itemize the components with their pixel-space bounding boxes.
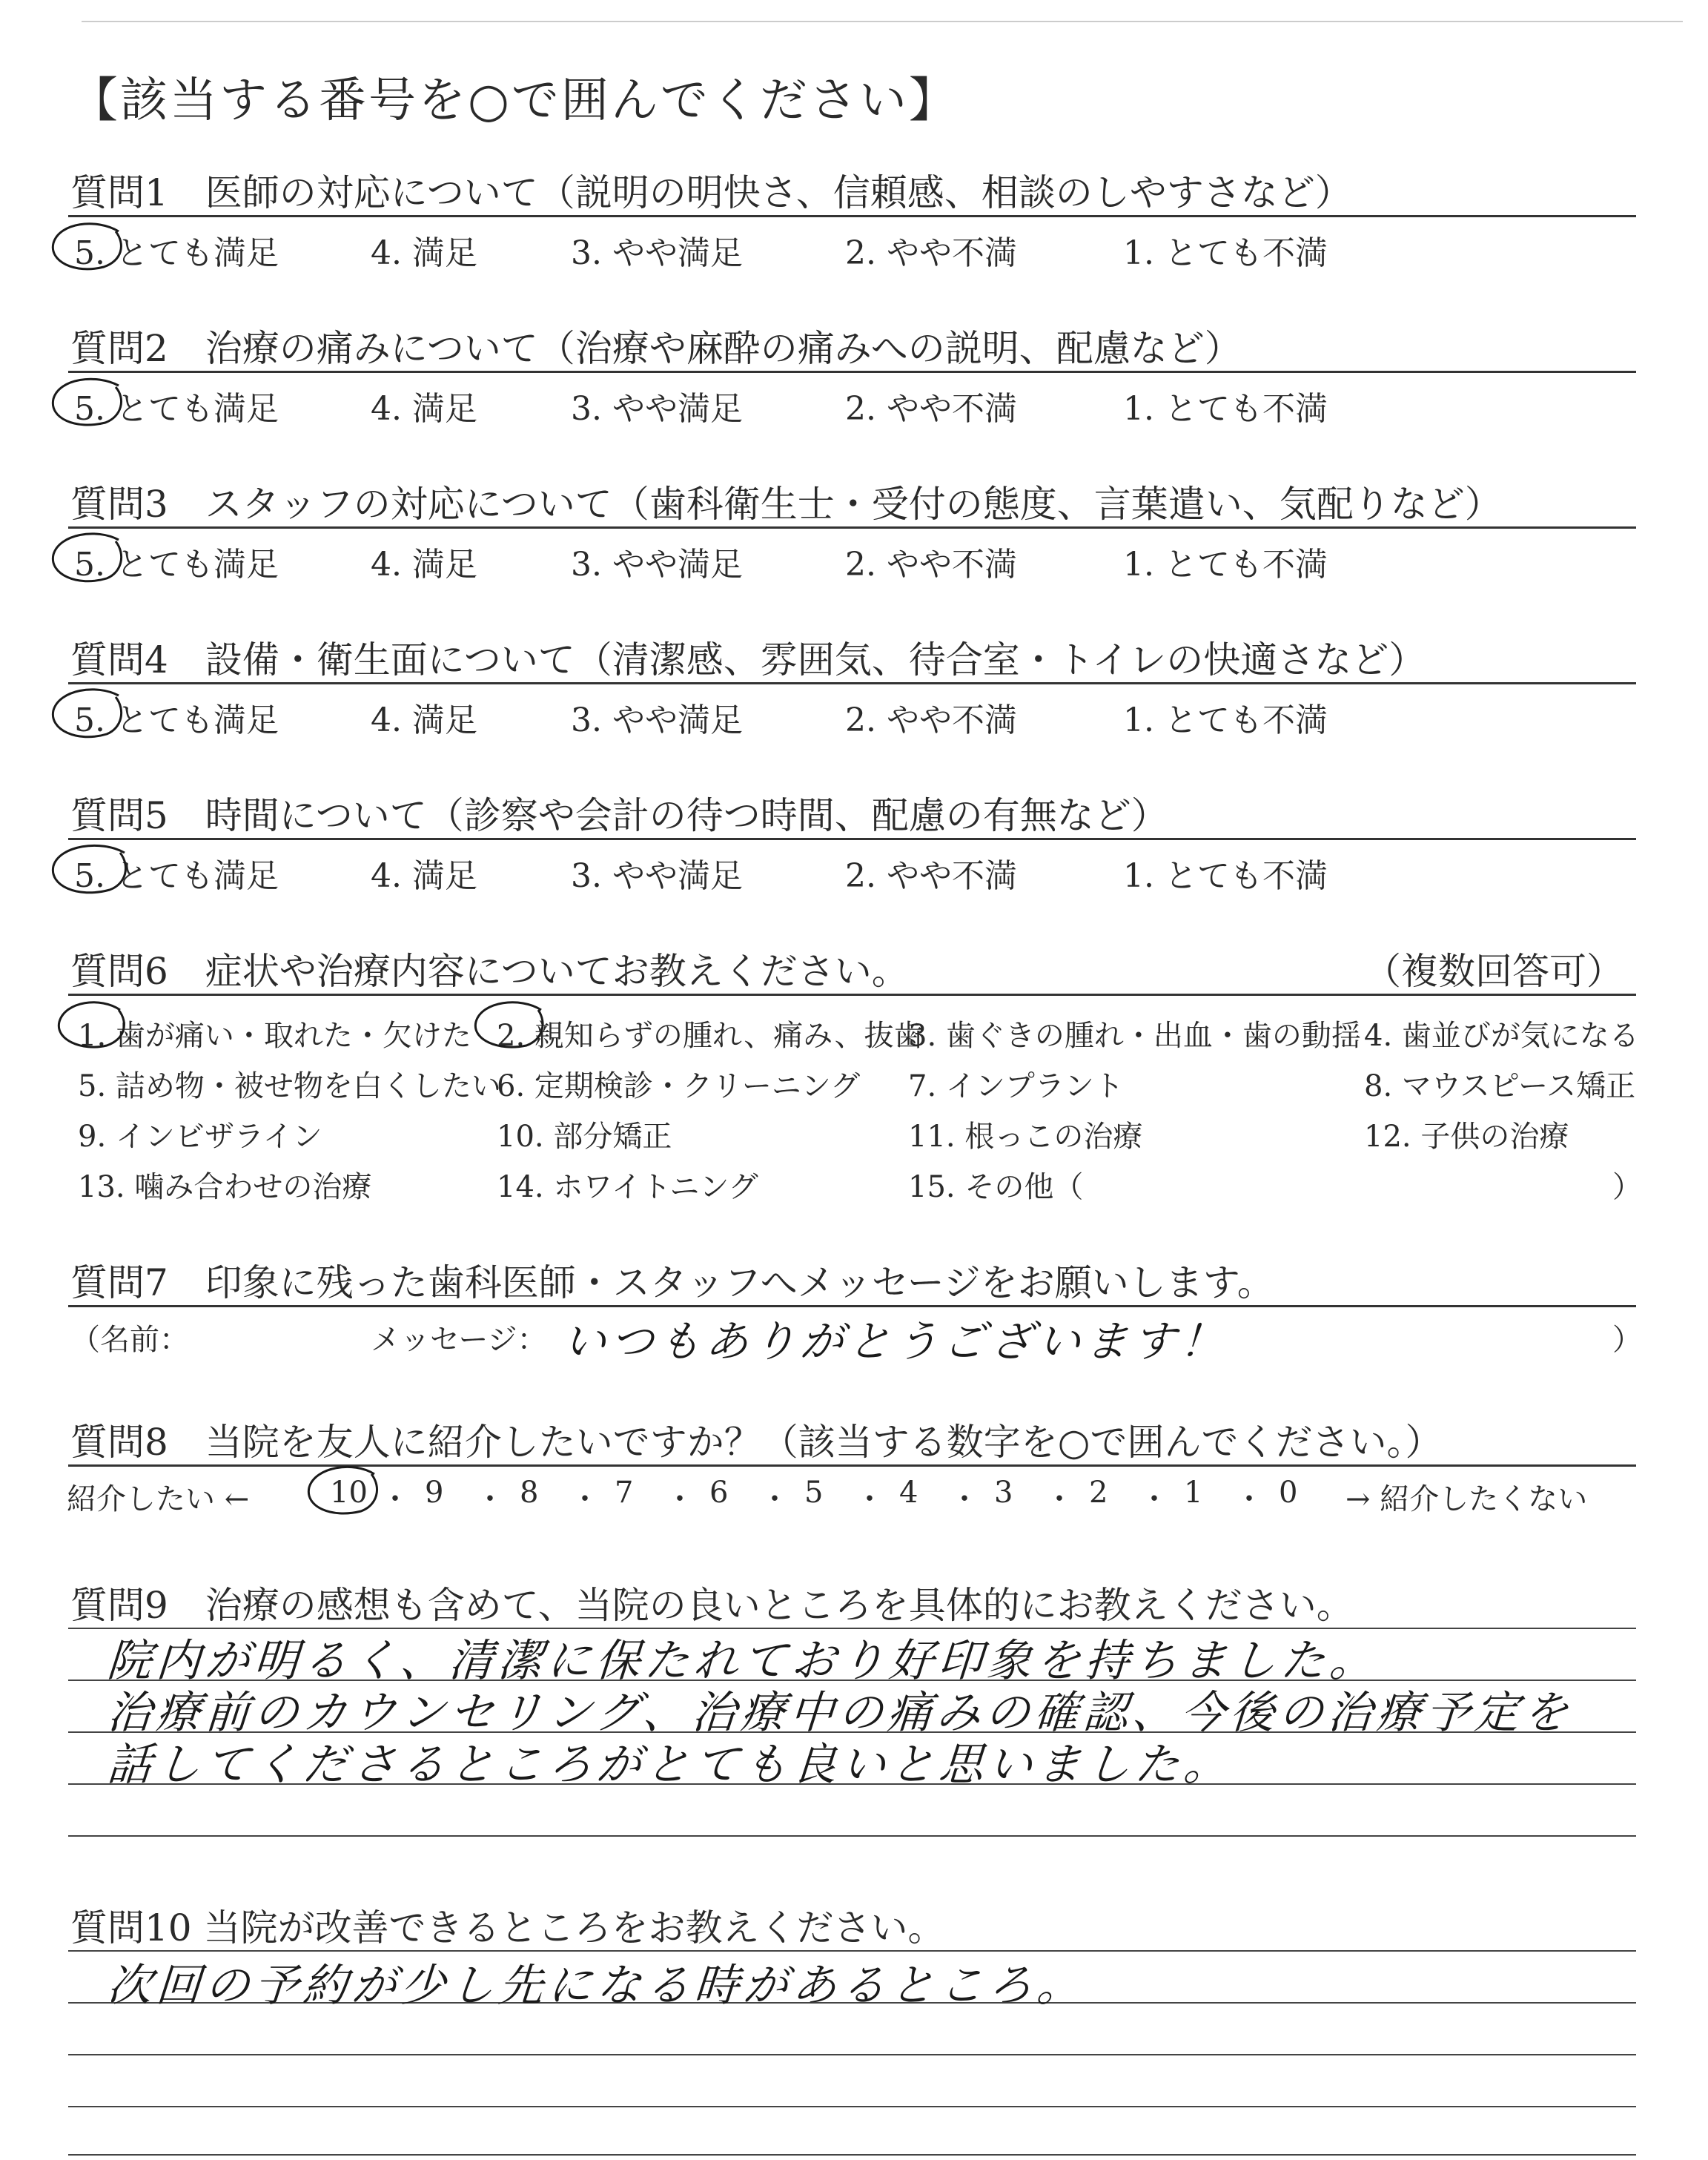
q5-option-3[interactable]: 3. やや満足 <box>571 857 743 895</box>
q7-message-text[interactable]: いつもありがとうございます！ <box>561 1316 1230 1367</box>
q8-separator-dot: ・ <box>1234 1482 1264 1516</box>
q10-rule-4 <box>68 2154 1636 2156</box>
top-edge <box>82 21 1683 22</box>
q2-rule <box>68 371 1636 373</box>
q3-option-4[interactable]: 4. 満足 <box>371 546 477 584</box>
q2-option-4[interactable]: 4. 満足 <box>371 390 477 428</box>
q2-option-3[interactable]: 3. やや満足 <box>571 390 743 428</box>
q4-option-3[interactable]: 3. やや満足 <box>571 701 743 739</box>
q1-option-5[interactable]: 5. とても満足 <box>74 234 279 272</box>
q1-option-4[interactable]: 4. 満足 <box>371 234 477 272</box>
q8-separator-dot: ・ <box>570 1482 600 1516</box>
q7-title: 質問7 印象に残った歯科医師・スタッフへメッセージをお願いします。 <box>70 1261 1274 1304</box>
q2-option-1[interactable]: 1. とても不満 <box>1123 390 1328 428</box>
q8-right-label: → 紹介したくない <box>1345 1482 1588 1516</box>
q8-separator-dot: ・ <box>1139 1482 1169 1516</box>
q8-number-3[interactable]: 3 <box>994 1476 1013 1510</box>
q6-title: 質問6 症状や治療内容についてお教えください。 <box>70 950 909 993</box>
q8-number-1[interactable]: 1 <box>1184 1476 1203 1510</box>
q5-title: 質問5 時間について（診察や会計の待つ時間、配慮の有無など） <box>70 794 1168 837</box>
q2-option-2[interactable]: 2. やや不満 <box>845 390 1017 428</box>
q8-number-10[interactable]: 10 <box>330 1476 368 1510</box>
q6-option-9[interactable]: 9. インビザライン <box>78 1120 322 1154</box>
q10-title: 質問10 当院が改善できるところをお教えください。 <box>70 1906 945 1949</box>
q6-option-11[interactable]: 11. 根っこの治療 <box>908 1120 1143 1154</box>
q6-option-5[interactable]: 5. 詰め物・被せ物を白くしたい <box>78 1069 501 1103</box>
q8-number-4[interactable]: 4 <box>899 1476 918 1510</box>
q6-option-2[interactable]: 2. 親知らずの腫れ、痛み、抜歯 <box>497 1019 924 1053</box>
q5-rule <box>68 838 1636 840</box>
q1-title: 質問1 医師の対応について（説明の明快さ、信頼感、相談のしやすさなど） <box>70 171 1352 214</box>
q4-option-1[interactable]: 1. とても不満 <box>1123 701 1328 739</box>
q6-option-1[interactable]: 1. 歯が痛い・取れた・欠けた <box>78 1019 471 1053</box>
q6-option-15[interactable]: 15. その他（ <box>908 1170 1084 1204</box>
q4-rule <box>68 682 1636 684</box>
q6-selection-circle-2 <box>467 994 556 1060</box>
q8-number-6[interactable]: 6 <box>709 1476 729 1510</box>
q3-option-1[interactable]: 1. とても不満 <box>1123 546 1328 584</box>
q5-option-1[interactable]: 1. とても不満 <box>1123 857 1328 895</box>
q7-close: ） <box>1612 1323 1642 1357</box>
q8-number-9[interactable]: 9 <box>425 1476 444 1510</box>
q8-selection-circle <box>300 1459 389 1526</box>
q8-separator-dot: ・ <box>665 1482 695 1516</box>
q6-option-14[interactable]: 14. ホワイトニング <box>497 1170 758 1204</box>
q8-number-2[interactable]: 2 <box>1089 1476 1108 1510</box>
q7-message-label: メッセージ： <box>371 1323 547 1357</box>
q3-title: 質問3 スタッフの対応について（歯科衛生士・受付の態度、言葉遣い、気配りなど） <box>70 483 1502 526</box>
q4-selection-circle <box>44 681 133 755</box>
q6-selection-circle-1 <box>52 994 133 1060</box>
q5-selection-circle <box>44 836 141 911</box>
q3-option-3[interactable]: 3. やや満足 <box>571 546 743 584</box>
q7-name-label: （名前： <box>70 1323 189 1357</box>
q9-title: 質問9 治療の感想も含めて、当院の良いところを具体的にお教えください。 <box>70 1584 1354 1627</box>
q8-number-7[interactable]: 7 <box>615 1476 634 1510</box>
q8-number-5[interactable]: 5 <box>804 1476 824 1510</box>
q4-title: 質問4 設備・衛生面について（清潔感、雰囲気、待合室・トイレの快適さなど） <box>70 638 1426 681</box>
q8-number-8[interactable]: 8 <box>520 1476 539 1510</box>
q6-option-6[interactable]: 6. 定期検診・クリーニング <box>497 1069 861 1103</box>
q6-option-12[interactable]: 12. 子供の治療 <box>1364 1120 1569 1154</box>
q6-option-13[interactable]: 13. 噛み合わせの治療 <box>78 1170 372 1204</box>
q6-rule <box>68 994 1636 996</box>
q8-separator-dot: ・ <box>760 1482 790 1516</box>
q1-rule <box>68 215 1636 217</box>
q8-separator-dot: ・ <box>380 1482 410 1516</box>
q6-note: （複数回答可） <box>1364 950 1623 993</box>
q4-option-2[interactable]: 2. やや不満 <box>845 701 1017 739</box>
q5-option-4[interactable]: 4. 満足 <box>371 857 477 895</box>
q8-number-0[interactable]: 0 <box>1279 1476 1298 1510</box>
q3-option-5[interactable]: 5. とても満足 <box>74 546 279 584</box>
q1-option-3[interactable]: 3. やや満足 <box>571 234 743 272</box>
q9-answer-line-1[interactable]: 院内が明るく、清潔に保たれており好印象を持ちました。 <box>105 1635 1380 1687</box>
q4-option-5[interactable]: 5. とても満足 <box>74 701 279 739</box>
q10-rule-2 <box>68 2054 1636 2055</box>
q4-option-4[interactable]: 4. 満足 <box>371 701 477 739</box>
q6-option-8[interactable]: 8. マウスピース矯正 <box>1364 1069 1636 1103</box>
q5-option-2[interactable]: 2. やや不満 <box>845 857 1017 895</box>
form-heading: 【該当する番号を○で囲んでください】 <box>70 73 959 128</box>
q8-separator-dot: ・ <box>950 1482 979 1516</box>
q6-option-7[interactable]: 7. インプラント <box>908 1069 1124 1103</box>
q6-other-close: ） <box>1612 1170 1642 1204</box>
q3-rule <box>68 526 1636 529</box>
q3-selection-circle <box>44 525 133 599</box>
q8-title: 質問8 当院を友人に紹介したいですか？（該当する数字を○で囲んでください。） <box>70 1421 1443 1464</box>
q10-rule-3 <box>68 2106 1636 2107</box>
q8-separator-dot: ・ <box>475 1482 505 1516</box>
q1-option-1[interactable]: 1. とても不満 <box>1123 234 1328 272</box>
q1-option-2[interactable]: 2. やや不満 <box>845 234 1017 272</box>
q9-rule-4 <box>68 1835 1636 1837</box>
q8-separator-dot: ・ <box>1045 1482 1074 1516</box>
q2-selection-circle <box>44 371 133 437</box>
q6-option-10[interactable]: 10. 部分矯正 <box>497 1120 672 1154</box>
q10-answer-line-1[interactable]: 次回の予約が少し先になる時があるところ。 <box>105 1960 1088 2012</box>
q5-option-5[interactable]: 5. とても満足 <box>74 857 279 895</box>
q2-title: 質問2 治療の痛みについて（治療や麻酔の痛みへの説明、配慮など） <box>70 327 1242 370</box>
q9-answer-line-2[interactable]: 治療前のカウンセリング、治療中の痛みの確認、今後の治療予定を <box>105 1687 1575 1739</box>
q3-option-2[interactable]: 2. やや不満 <box>845 546 1017 584</box>
q9-answer-line-3[interactable]: 話してくださるところがとても良いと思いました。 <box>105 1739 1235 1791</box>
q8-left-label: 紹介したい ← <box>67 1482 250 1516</box>
q6-option-3[interactable]: 3. 歯ぐきの腫れ・出血・歯の動揺 <box>908 1019 1361 1053</box>
q6-option-4[interactable]: 4. 歯並びが気になる <box>1364 1019 1639 1053</box>
q2-option-5[interactable]: 5. とても満足 <box>74 390 279 428</box>
q8-separator-dot: ・ <box>855 1482 884 1516</box>
q1-selection-circle <box>44 215 133 282</box>
